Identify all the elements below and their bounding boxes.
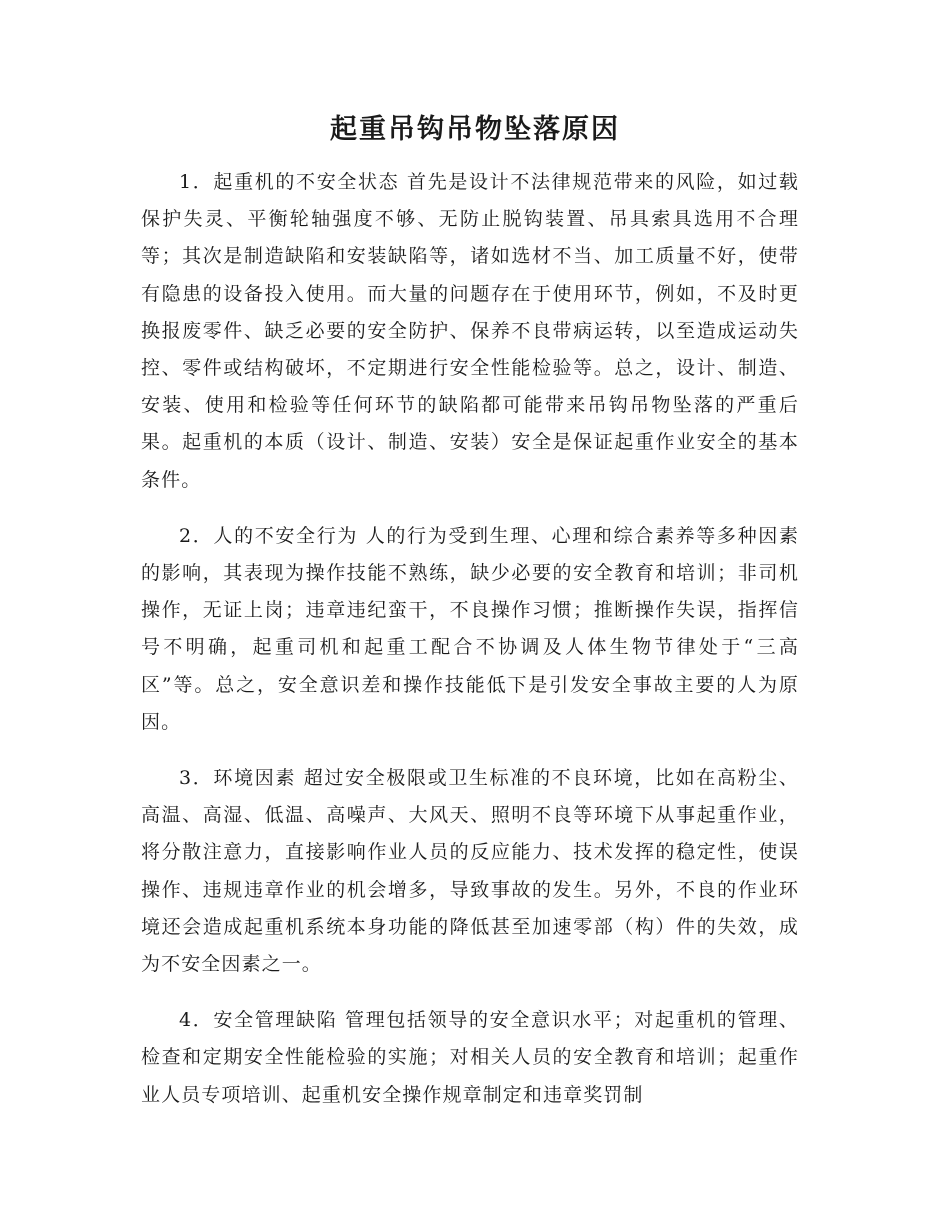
- document-title: 起重吊钩吊物坠落原因: [330, 114, 620, 145]
- paragraph-environment: 3．环境因素 超过安全极限或卫生标准的不良环境，比如在高粉尘、高温、高湿、低温、高噪声、大风天、照明不良等环境下从事起重作业，将分散注意力，直接影响作业人员的反应能力、技术发挥的稳定性，使误操作、违规违章作业的机会增多，导致事故的发生。另外，不良的作业环境还会造成起重机系统本身功能的降低甚至加速零部（构）件的失效，成为不安全因素之一。: [141, 767, 799, 976]
- document-body: [141, 164, 799, 1133]
- paragraph-unsafe-behavior: 2．人的不安全行为 人的行为受到生理、心理和综合素养等多种因素的影响，其表现为操作技能不熟练，缺少必要的安全教育和培训；非司机操作，无证上岗；违章违纪蛮干，不良操作习惯；推断操作失误，指挥信号不明确，起重司机和起重工配合不协调及人体生物节律处于“三高区”等。总之，安全意识差和操作技能低下是引发安全事故主要的人为原因。: [141, 524, 799, 733]
- paragraph-unsafe-state: 1．起重机的不安全状态 首先是设计不法律规范带来的风险，如过载保护失灵、平衡轮轴强度不够、无防止脱钩装置、吊具索具选用不合理等；其次是制造缺陷和安装缺陷等，诸如选材不当、加工质量不好，使带有隐患的设备投入使用。而大量的问题存在于使用环节，例如，不及时更换报废零件、缺乏必要的安全防护、保养不良带病运转，以至造成运动失控、零件或结构破坏，不定期进行安全性能检验等。总之，设计、制造、安装、使用和检验等任何环节的缺陷都可能带来吊钩吊物坠落的严重后果。起重机的本质（设计、制造、安装）安全是保证起重作业安全的基本条件。: [141, 171, 799, 491]
- paragraph-management: 4．安全管理缺陷 管理包括领导的安全意识水平；对起重机的管理、检查和定期安全性能检验的实施；对相关人员的安全教育和培训；起重作业人员专项培训、起重机安全操作规章制定和违章奖罚制: [141, 1009, 799, 1106]
